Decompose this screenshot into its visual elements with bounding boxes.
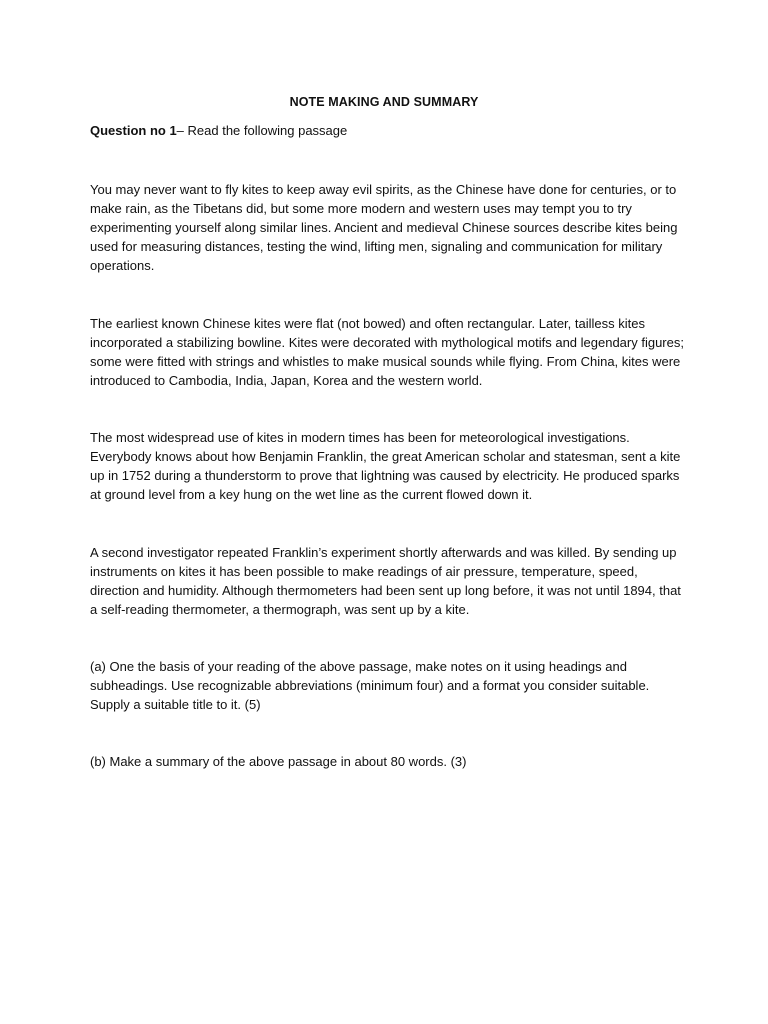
passage-paragraph-2: The earliest known Chinese kites were flat (not bowed) and often rectangular. Later, tailless kites incorporated a stabilizing bowline. Kites were decorated with mythological motifs and legendary figures; some were fitted with strings and whistles to make musical sounds while flying. From China, kites were introduced to Cambodia, India, Japan, Korea and the western world. [90,316,684,388]
task-b: (b) Make a summary of the above passage in about 80 words. (3) [90,754,467,769]
question-label: Question no 1 [90,123,177,138]
document-title: NOTE MAKING AND SUMMARY [289,95,479,109]
task-a: (a) One the basis of your reading of the above passage, make notes on it using headings and subheadings. Use recognizable abbreviations (minimum four) and a format you consider suitable. Supply a suitable title to it. (5) [90,659,650,712]
passage-paragraph-3: The most widespread use of kites in modern times has been for meteorological investigations. Everybody knows about how Benjamin Franklin, the great American scholar and statesman, sent a kite up in 1752 during a thunderstorm to prove that lightning was caused by electricity. He produced sparks at ground level from a key hung on the wet line as the current flowed down it. [90,430,681,502]
question-heading [90,123,347,138]
passage-paragraph-1: You may never want to fly kites to keep away evil spirits, as the Chinese have done for centuries, or to make rain, as the Tibetans did, but some more modern and western uses may tempt you to try experimenting yourself along similar lines. Ancient and medieval Chinese sources describe kites being used for measuring distances, testing the wind, lifting men, signaling and communication for military operations. [90,182,678,273]
question-text: – Read the following passage [176,123,348,138]
passage-paragraph-4: A second investigator repeated Franklin’s experiment shortly afterwards and was killed. By sending up instruments on kites it has been possible to make readings of air pressure, temperature, speed, direction and humidity. Although thermometers had been sent up long before, it was not until 1894, that a self-reading thermometer, a thermograph, was sent up by a kite. [90,545,681,617]
